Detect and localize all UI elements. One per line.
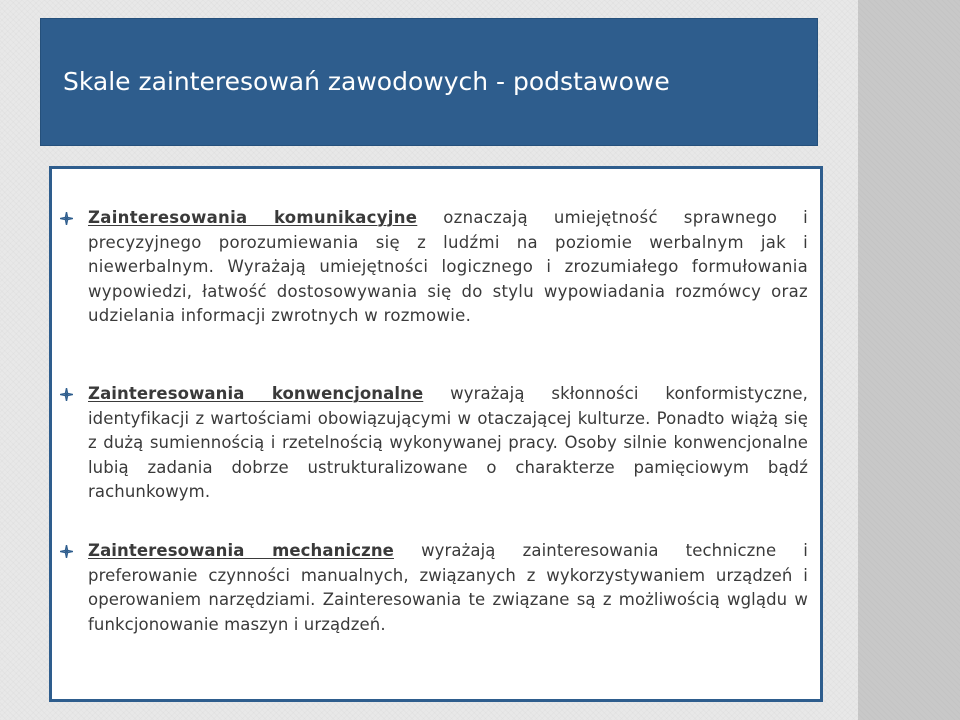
bullet-paragraph bbox=[88, 382, 808, 505]
bullet-item-conventional bbox=[60, 382, 808, 505]
bullet-term: Zainteresowania konwencjonalne bbox=[88, 384, 424, 403]
content-box bbox=[49, 166, 823, 702]
bullet-description: oznaczają umiejętność sprawnego i precyzyjnego porozumiewania się z ludźmi na poziomie werbalnym jak i niewerbalnym. Wyrażają umiejętności logicznego i zrozumiałego formułowania wypowiedzi, łatwość dostosowywania się do stylu wypowiadania rozmówcy oraz udzielania informacji zwrotnych w rozmowie. bbox=[88, 208, 808, 325]
bullet-description: wyrażają zainteresowania techniczne i preferowanie czynności manualnych, związanych z wykorzystywaniem urządzeń i operowaniem narzędziami. Zainteresowania te związane są z możliwością wglądu w funkcjonowanie maszyn i urządzeń. bbox=[88, 541, 808, 634]
bullet-term: Zainteresowania komunikacyjne bbox=[88, 208, 418, 227]
four-point-star-icon bbox=[60, 388, 73, 401]
bullet-item-mechanical bbox=[60, 539, 808, 637]
title-bar bbox=[40, 18, 818, 146]
four-point-star-icon bbox=[60, 212, 73, 225]
bullet-paragraph bbox=[88, 539, 808, 637]
bullet-paragraph bbox=[88, 206, 808, 329]
bullet-item-communication bbox=[60, 206, 808, 329]
bullet-term: Zainteresowania mechaniczne bbox=[88, 541, 394, 560]
bullet-description: wyrażają skłonności konformistyczne, identyfikacji z wartościami obowiązującymi w otaczającej kulturze. Ponadto wiążą się z dużą sumiennością i rzetelnością wykonywanej pracy. Osoby silnie konwencjonalne lubią zadania dobrze ustrukturalizowane o charakterze pamięciowym bądź rachunkowym. bbox=[88, 384, 808, 501]
decorative-side-bar bbox=[858, 0, 960, 720]
slide-title: Skale zainteresowań zawodowych - podstawowe bbox=[63, 67, 670, 96]
four-point-star-icon bbox=[60, 545, 73, 558]
